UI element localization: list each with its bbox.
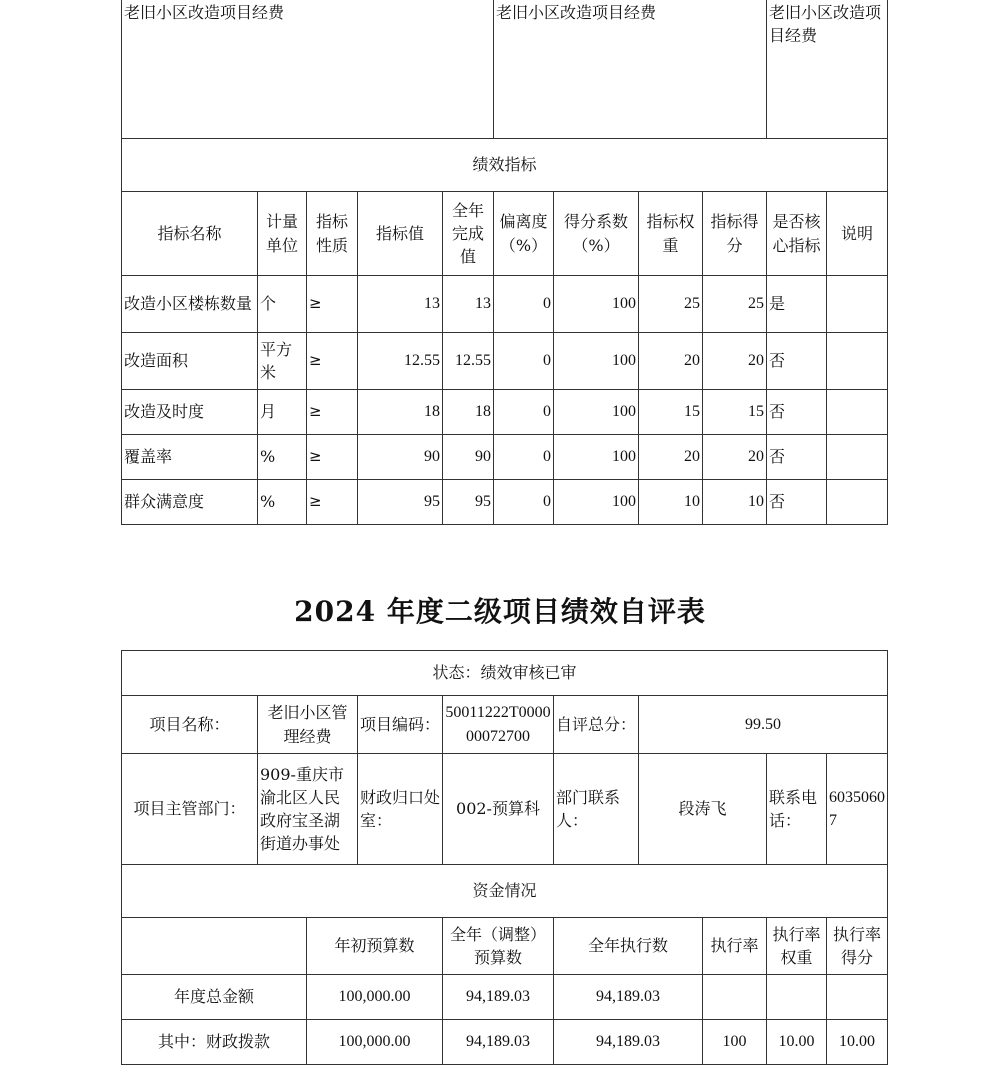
indicator-nature: ≥: [307, 435, 358, 480]
indicator-name: 改造面积: [122, 333, 258, 390]
indicator-core: 否: [767, 390, 827, 435]
indicator-note: [827, 333, 888, 390]
performance-indicator-table: [121, 0, 888, 525]
fund-name-row: [122, 0, 888, 139]
indicator-weight: 15: [639, 390, 703, 435]
indicator-actual: 13: [443, 276, 494, 333]
indicator-target: 95: [358, 480, 443, 525]
indicator-actual: 18: [443, 390, 494, 435]
indicator-actual: 90: [443, 435, 494, 480]
indicator-unit: 月: [258, 390, 307, 435]
project-code-label: 项目编码：: [358, 696, 443, 754]
indicator-core: 是: [767, 276, 827, 333]
column-header: 指标得分: [703, 192, 767, 276]
indicator-deviation: 0: [494, 276, 554, 333]
finance-office-label: 财政归口处室：: [358, 754, 443, 865]
indicator-name: 群众满意度: [122, 480, 258, 525]
indicator-nature: ≥: [307, 390, 358, 435]
dept-value: 909-重庆市渝北区人民政府宝圣湖街道办事处: [258, 754, 358, 865]
fund-adjusted: 94,189.03: [443, 975, 554, 1020]
fund-column-header: 年初预算数: [307, 918, 443, 975]
page-title: 2024 年度二级项目绩效自评表: [294, 595, 706, 628]
fund-column-header: 执行率权重: [767, 918, 827, 975]
indicator-actual: 95: [443, 480, 494, 525]
indicator-unit: %: [258, 480, 307, 525]
table-row: [122, 1020, 888, 1065]
indicator-weight: 20: [639, 333, 703, 390]
indicator-weight: 20: [639, 435, 703, 480]
project-name-label: 项目名称：: [122, 696, 258, 754]
indicator-target: 90: [358, 435, 443, 480]
table-row: [122, 390, 888, 435]
indicator-core: 否: [767, 480, 827, 525]
indicator-score: 10: [703, 480, 767, 525]
fund-row-label: 年度总金额: [122, 975, 307, 1020]
phone-label: 联系电话：: [767, 754, 827, 865]
indicator-unit: 平方米: [258, 333, 307, 390]
indicator-unit: %: [258, 435, 307, 480]
contact-label: 部门联系人：: [554, 754, 639, 865]
column-header: 指标性质: [307, 192, 358, 276]
indicator-coef: 100: [554, 276, 639, 333]
indicator-coef: 100: [554, 333, 639, 390]
indicator-core: 否: [767, 333, 827, 390]
indicator-deviation: 0: [494, 390, 554, 435]
fund-rate: 100: [703, 1020, 767, 1065]
column-header: 计量单位: [258, 192, 307, 276]
fund-column-header: 全年执行数: [554, 918, 703, 975]
indicator-score: 15: [703, 390, 767, 435]
fund-column-header: 全年（调整）预算数: [443, 918, 554, 975]
column-header: 全年完成值: [443, 192, 494, 276]
self-evaluation-form: [121, 650, 888, 1065]
fund-rate-weight: 10.00: [767, 1020, 827, 1065]
fund-executed: 94,189.03: [554, 1020, 703, 1065]
header-cell: 老旧小区改造项目经费: [122, 0, 494, 139]
fund-executed: 94,189.03: [554, 975, 703, 1020]
indicator-target: 13: [358, 276, 443, 333]
indicator-weight: 25: [639, 276, 703, 333]
fund-rate: [703, 975, 767, 1020]
finance-office-value: 002-预算科: [443, 754, 554, 865]
indicator-score: 20: [703, 333, 767, 390]
fund-row-label: 其中：财政拨款: [122, 1020, 307, 1065]
dept-label: 项目主管部门：: [122, 754, 258, 865]
column-header: 得分系数（%）: [554, 192, 639, 276]
indicator-target: 12.55: [358, 333, 443, 390]
column-header: 说明: [827, 192, 888, 276]
contact-value: 段涛飞: [639, 754, 767, 865]
fund-rate-weight: [767, 975, 827, 1020]
project-name-value: 老旧小区管理经费: [258, 696, 358, 754]
fund-initial: 100,000.00: [307, 1020, 443, 1065]
indicator-nature: ≥: [307, 276, 358, 333]
indicator-name: 覆盖率: [122, 435, 258, 480]
fund-column-header: [122, 918, 307, 975]
indicator-name: 改造小区楼栋数量: [122, 276, 258, 333]
indicator-deviation: 0: [494, 333, 554, 390]
indicator-actual: 12.55: [443, 333, 494, 390]
self-score-label: 自评总分：: [554, 696, 639, 754]
indicator-score: 25: [703, 276, 767, 333]
indicator-nature: ≥: [307, 480, 358, 525]
table-row: [122, 435, 888, 480]
indicator-unit: 个: [258, 276, 307, 333]
indicator-coef: 100: [554, 435, 639, 480]
column-header: 指标名称: [122, 192, 258, 276]
indicator-nature: ≥: [307, 333, 358, 390]
column-header: 是否核心指标: [767, 192, 827, 276]
phone-value: 60350607: [827, 754, 888, 865]
indicator-target: 18: [358, 390, 443, 435]
fund-header-row: [122, 918, 888, 975]
fund-column-header: 执行率得分: [827, 918, 888, 975]
indicator-deviation: 0: [494, 435, 554, 480]
indicator-note: [827, 435, 888, 480]
indicator-note: [827, 276, 888, 333]
indicator-score: 20: [703, 435, 767, 480]
fund-initial: 100,000.00: [307, 975, 443, 1020]
fund-column-header: 执行率: [703, 918, 767, 975]
header-cell: 老旧小区改造项目经费: [494, 0, 767, 139]
column-header: 指标权重: [639, 192, 703, 276]
column-header: 偏离度（%）: [494, 192, 554, 276]
fund-rate-score: [827, 975, 888, 1020]
table-row: [122, 480, 888, 525]
table-row: [122, 333, 888, 390]
indicator-note: [827, 390, 888, 435]
indicator-weight: 10: [639, 480, 703, 525]
column-header-row: [122, 192, 888, 276]
funds-title: 资金情况: [122, 865, 888, 918]
section-title: 绩效指标: [122, 139, 888, 192]
table-row: [122, 276, 888, 333]
fund-rate-score: 10.00: [827, 1020, 888, 1065]
indicator-deviation: 0: [494, 480, 554, 525]
column-header: 指标值: [358, 192, 443, 276]
header-cell: 老旧小区改造项目经费: [767, 0, 888, 139]
status-text: 状态：绩效审核已审: [122, 651, 888, 696]
indicator-coef: 100: [554, 480, 639, 525]
indicator-name: 改造及时度: [122, 390, 258, 435]
project-code-value: 50011222T000000072700: [443, 696, 554, 754]
indicator-core: 否: [767, 435, 827, 480]
indicator-coef: 100: [554, 390, 639, 435]
fund-adjusted: 94,189.03: [443, 1020, 554, 1065]
self-score-value: 99.50: [639, 696, 888, 754]
indicator-note: [827, 480, 888, 525]
table-row: [122, 975, 888, 1020]
